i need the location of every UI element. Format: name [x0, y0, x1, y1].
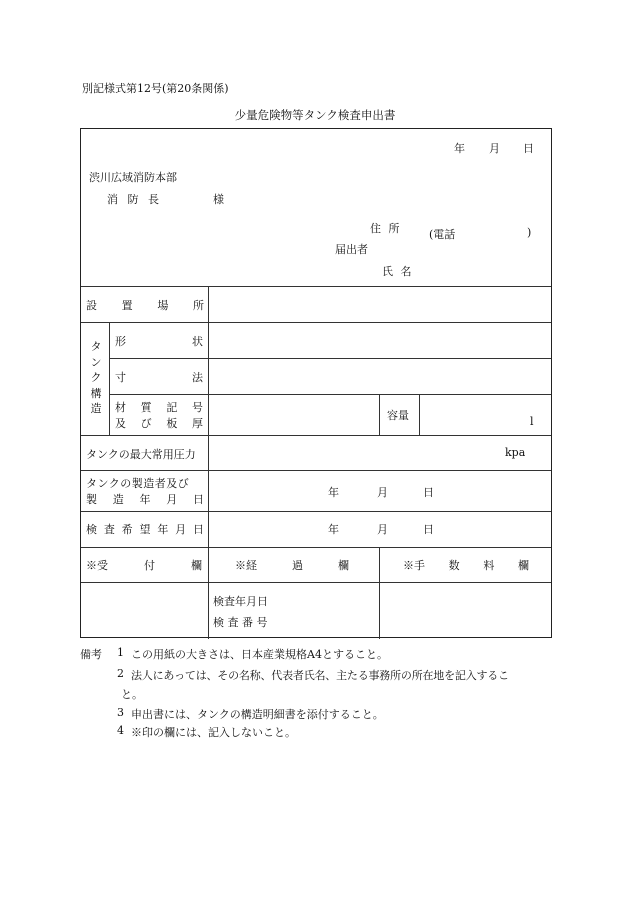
- addressee-org: 渋川広域消防本部: [89, 171, 177, 184]
- column-divider: [109, 322, 110, 435]
- document-title: 少量危険物等タンク検査申出書: [234, 108, 396, 122]
- inspect-number-label: 検 査 番 号: [213, 616, 268, 629]
- row-divider: [109, 394, 551, 395]
- date-year-label: 年: [454, 142, 465, 155]
- name-label: 氏 名: [382, 265, 414, 278]
- phone-close: ): [527, 226, 532, 239]
- pressure-unit: kpa: [505, 446, 526, 459]
- address-label: 住 所: [370, 222, 402, 235]
- column-divider: [208, 286, 209, 582]
- addressee-honorific: 様: [213, 193, 224, 206]
- note-text: 申出書には、タンクの構造明細書を添付すること。: [131, 708, 384, 721]
- shape-label: 形 状: [115, 335, 203, 348]
- column-divider: [419, 394, 420, 435]
- reception-column-header: ※受 付 欄: [86, 559, 202, 572]
- row-divider: [81, 511, 551, 512]
- applicant-label: 届出者: [335, 243, 368, 256]
- row-divider: [81, 470, 551, 471]
- maker-label-line2: 製 造 年 月 日: [86, 493, 204, 506]
- note-number: 1: [117, 646, 124, 659]
- capacity-label: 容量: [387, 409, 409, 422]
- note-text: 法人にあっては、その名称、代表者氏名、主たる事務所の所在地を記入するこ: [131, 669, 509, 682]
- maker-date-year: 年: [328, 486, 339, 499]
- note-text: この用紙の大きさは、日本産業規格A4とすること。: [131, 648, 388, 661]
- form-number: 別記様式第12号(第20条関係): [82, 82, 229, 95]
- material-label-line1: 材 質 記 号: [115, 401, 203, 414]
- maker-label-line1: タンクの製造者及び: [86, 477, 190, 490]
- maker-date-day: 日: [423, 486, 434, 499]
- date-day-label: 日: [523, 142, 534, 155]
- inspection-date-label: 検 査 希 望 年 月 日: [86, 523, 204, 536]
- dimension-label: 寸 法: [115, 371, 203, 384]
- capacity-unit: l: [530, 415, 534, 428]
- progress-column-header: ※経 過 欄: [235, 559, 349, 572]
- note-number: 3: [117, 706, 124, 719]
- note-number: 2: [117, 667, 124, 680]
- inspect-date-label: 検査年月日: [213, 595, 268, 608]
- row-divider: [81, 286, 551, 287]
- fee-column-header: ※手 数 料 欄: [403, 559, 529, 572]
- note-text-continuation: と。: [121, 688, 143, 701]
- maker-date-month: 月: [377, 486, 388, 499]
- note-number: 4: [117, 724, 124, 737]
- date-month-label: 月: [489, 142, 500, 155]
- inspection-date-day: 日: [423, 523, 434, 536]
- row-divider: [81, 547, 551, 548]
- inspection-date-year: 年: [328, 523, 339, 536]
- max-pressure-label: タンクの最大常用圧力: [86, 448, 196, 461]
- row-divider: [109, 358, 551, 359]
- column-divider: [208, 582, 209, 639]
- row-divider: [81, 582, 551, 583]
- inspection-date-month: 月: [377, 523, 388, 536]
- addressee-chief: 消 防 長: [107, 193, 162, 206]
- column-divider: [379, 394, 380, 435]
- column-divider: [379, 547, 380, 639]
- notes-heading: 備考: [80, 648, 102, 661]
- location-label: 設 置 場 所: [86, 299, 204, 312]
- row-divider: [81, 322, 551, 323]
- application-form-table: [80, 128, 552, 638]
- phone-label: (電話: [429, 228, 456, 241]
- tank-structure-label: タ ン ク 構 造: [90, 340, 102, 415]
- material-label-line2: 及 び 板 厚: [115, 417, 203, 430]
- note-text: ※印の欄には、記入しないこと。: [131, 726, 296, 739]
- row-divider: [81, 435, 551, 436]
